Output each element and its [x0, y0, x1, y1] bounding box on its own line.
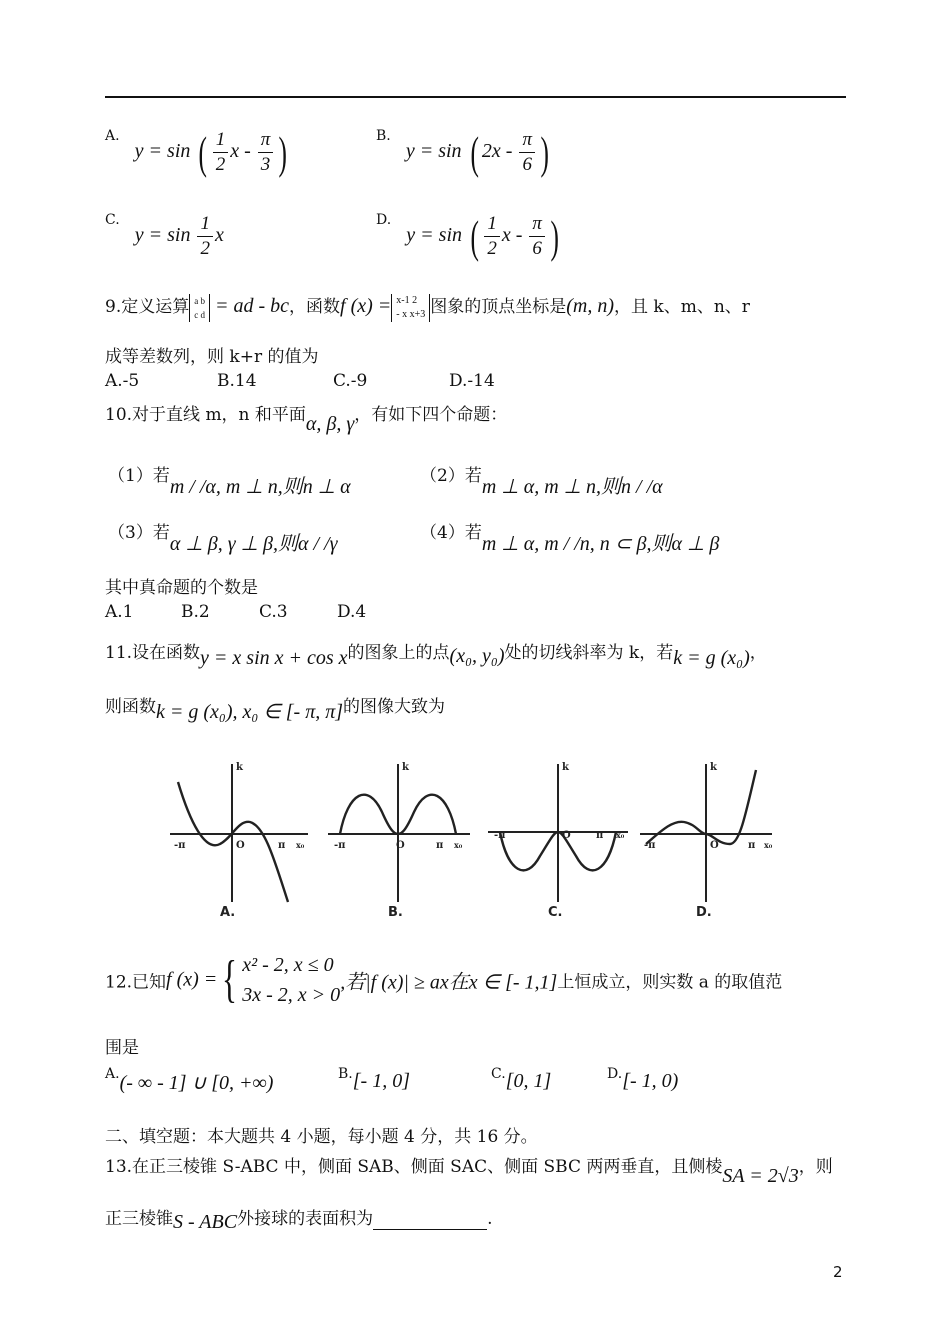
q10-text: 10.对于直线 m，n 和平面 — [105, 405, 306, 425]
axis-negpi-label: -π — [334, 840, 346, 851]
frac-num: 1 — [213, 128, 229, 153]
axis-x-label: x₀ — [764, 840, 773, 850]
q10-text: ，有如下四个命题： — [354, 405, 508, 425]
q12-option-b — [338, 1066, 410, 1092]
option-expr: [- 1, 0] — [352, 1070, 410, 1092]
q9-option: D.-14 — [449, 371, 495, 391]
axis-pi-label: π — [278, 840, 286, 851]
axis-origin-label: O — [396, 840, 405, 851]
frac-num: π — [258, 128, 274, 153]
graph-a — [170, 764, 308, 902]
q10-planes: α, β, γ — [305, 413, 355, 435]
q11-graphs — [160, 752, 790, 928]
q9-option: B.14 — [217, 371, 257, 391]
prop-expr: m / /α, m ⊥ n,则n ⊥ α — [169, 476, 351, 498]
axis-origin-label: O — [710, 840, 719, 851]
q11-text: 处的切线斜率为 k，若 — [504, 643, 674, 663]
graph-label: A. — [220, 905, 236, 920]
prop-expr: α ⊥ β, γ ⊥ β,则α / /γ — [169, 533, 338, 555]
q8-option-a: A. y = sin ( $\frac{1}{2}$ x - $\frac{\pi}{3}$ ) — [105, 126, 288, 178]
axis-k-label: k — [236, 762, 243, 773]
q11-kg: k = g (x₀) — [673, 647, 750, 669]
q11-point: (x₀, y₀) — [449, 645, 505, 667]
axis-negpi-label: -π — [494, 830, 506, 841]
graph-label: D. — [696, 905, 712, 920]
q13-text: . — [487, 1209, 493, 1229]
q12-text: 上恒成立，则实数 a 的取值范 — [557, 972, 783, 993]
q10-option: A.1 — [105, 602, 134, 622]
q9-det-func: x-1 2 - x x+3 — [391, 294, 430, 322]
axis-x-label: x₀ — [454, 840, 463, 850]
q9-text: ，函数 — [289, 297, 341, 317]
q13-text: ，则 — [798, 1157, 833, 1177]
option-label: B. — [376, 128, 391, 144]
q9-stem — [105, 292, 750, 322]
q12-case: 3x - 2, x > 0 — [242, 984, 341, 1006]
axis-pi-label: π — [748, 840, 756, 851]
q10-option: B.2 — [181, 602, 210, 622]
func-text: y = sin — [405, 140, 462, 163]
q12-condition: ,若|f (x)| ≥ ax在x ∈ [- 1,1] — [340, 971, 558, 994]
axis-x-label: x₀ — [296, 840, 305, 850]
q12-option-d — [607, 1066, 679, 1092]
option-label: C. — [105, 212, 120, 228]
prop-label: （3）若 — [108, 523, 170, 543]
q11-expr: k = g (x₀), x₀ ∈ [- π, π] — [156, 701, 344, 723]
frac-den: 3 — [260, 154, 271, 175]
graph-d — [640, 764, 772, 902]
q10-option: C.3 — [259, 602, 288, 622]
answer-blank[interactable] — [373, 1211, 487, 1230]
q13-text: 外接球的表面积为 — [237, 1209, 374, 1229]
frac-den: 2 — [215, 154, 226, 175]
frac-num: 1 — [484, 212, 500, 237]
q9-text: 9.定义运算 — [105, 297, 190, 317]
q13-stem-line2 — [105, 1204, 493, 1233]
q10-option: D.4 — [337, 602, 367, 622]
q8-option-c — [105, 212, 224, 261]
q9-text: 图象的顶点坐标是 — [430, 297, 567, 317]
option-label: B. — [338, 1066, 353, 1082]
frac-den: 2 — [487, 238, 497, 259]
q11-text: 11.设在函数 — [105, 643, 201, 663]
prop-label: （2）若 — [420, 466, 482, 486]
prop-label: （4）若 — [420, 523, 482, 543]
q11-text: 的图像大致为 — [343, 697, 446, 717]
q13-text: 13.在正三棱锥 S-ABC 中，侧面 SAB、侧面 SAC、侧面 SBC 两两垂直，且侧棱 — [105, 1157, 723, 1177]
q11-text: 则函数 — [105, 697, 156, 717]
q11-text: ， — [749, 643, 767, 663]
frac-den: 6 — [522, 154, 532, 175]
q9-options — [105, 371, 495, 391]
q10-proposition-2 — [420, 458, 663, 498]
q13-text: 正三棱锥 — [105, 1209, 173, 1229]
q12-stem-line2: 围是 — [105, 1038, 139, 1058]
option-expr: [0, 1] — [505, 1070, 552, 1092]
option-label: D. — [376, 212, 392, 228]
axis-negpi-label: -π — [644, 840, 656, 851]
q9-det-small: a b c d — [189, 294, 210, 322]
axis-k-label: k — [402, 762, 409, 773]
q11-text: 的图象上的点 — [347, 643, 450, 663]
q11-func: y = x sin x + cos x — [200, 647, 348, 669]
q9-fx: f (x) = — [340, 295, 392, 317]
axis-pi-label: π — [596, 830, 604, 841]
frac-num: π — [519, 128, 535, 153]
q12-case: x² - 2, x ≤ 0 — [242, 954, 334, 976]
q12-option-c — [491, 1066, 552, 1092]
graph-label: C. — [548, 905, 563, 920]
q9-option: C.-9 — [333, 371, 368, 391]
q9-text: ，且 k、m、n、r — [614, 297, 750, 317]
q8-option-d: D. y = sin ( $\frac{1}{2}$ x - $\frac{\pi}{6}$ ) — [376, 210, 559, 262]
section-heading: 二、填空题：本大题共 4 小题，每小题 4 分，共 16 分。 — [105, 1127, 538, 1147]
frac-num: π — [529, 212, 545, 237]
axis-k-label: k — [562, 762, 569, 773]
q10-question: 其中真命题的个数是 — [105, 578, 258, 598]
frac-num: 1 — [197, 212, 213, 237]
q9-vertex: (m, n) — [566, 295, 615, 317]
q12-text: 12.已知 — [105, 972, 167, 993]
q9-stem-line2: 成等差数列，则 k+r 的值为 — [105, 347, 319, 367]
axis-origin-label: O — [562, 830, 571, 841]
q11-stem — [105, 638, 767, 669]
func-mid: x - — [230, 140, 256, 163]
prop-expr: m ⊥ α, m ⊥ n,则n / /α — [481, 476, 663, 498]
option-label: C. — [491, 1066, 506, 1082]
func-text: y = sin — [406, 224, 462, 247]
axis-k-label: k — [710, 762, 717, 773]
option-label: A. — [105, 1066, 120, 1082]
graph-c — [488, 764, 628, 902]
q10-proposition-4 — [420, 515, 720, 555]
q13-stem — [105, 1152, 833, 1187]
prop-label: （1）若 — [108, 466, 170, 486]
q12-cases — [242, 950, 340, 1010]
option-label: D. — [607, 1066, 623, 1082]
func-mid: x - — [501, 224, 528, 247]
func-text: y = sin — [134, 140, 191, 163]
page-number: 2 — [833, 1263, 843, 1281]
q13-sa: SA = 2√3 — [722, 1165, 799, 1187]
q11-stem-line2 — [105, 692, 446, 723]
axis-origin-label: O — [236, 840, 245, 851]
axis-negpi-label: -π — [174, 840, 186, 851]
prop-expr: m ⊥ α, m / /n, n ⊂ β,则α ⊥ β — [481, 533, 720, 555]
option-expr: (- ∞ - 1] ∪ [0, +∞) — [119, 1072, 274, 1094]
q10-stem — [105, 400, 508, 435]
q9-det-def: = ad - bc — [209, 295, 290, 317]
q12-fx: f (x) = — [166, 968, 218, 991]
q12-option-a — [105, 1066, 274, 1094]
q10-options — [105, 602, 366, 622]
axis-pi-label: π — [436, 840, 444, 851]
func-mid: 2x - — [481, 140, 518, 163]
graph-label: B. — [388, 905, 403, 920]
option-label: A. — [105, 128, 120, 144]
q10-proposition-1 — [108, 458, 351, 498]
q10-proposition-3 — [108, 515, 338, 555]
option-expr: [- 1, 0) — [622, 1070, 679, 1092]
q12-stem: 12.已知f (x) ={ x² - 2, x ≤ 0 3x - 2, x > 0 ,若|f (x)| ≥ ax在x ∈ [- 1,1]上恒成立，则实数 a 的取值范 — [105, 951, 783, 1008]
header-rule — [105, 96, 846, 98]
graph-b — [328, 764, 470, 902]
q8-option-b: B. y = sin ( 2x - $\frac{\pi}{6}$ ) — [376, 126, 549, 178]
axis-x-label: x₀ — [616, 830, 625, 840]
q13-expr: S - ABC — [173, 1211, 238, 1233]
frac-den: 6 — [532, 238, 542, 259]
func-tail: x — [214, 224, 224, 247]
func-text: y = sin — [134, 224, 191, 247]
frac-den: 2 — [200, 238, 210, 259]
q9-option: A.-5 — [105, 371, 140, 391]
